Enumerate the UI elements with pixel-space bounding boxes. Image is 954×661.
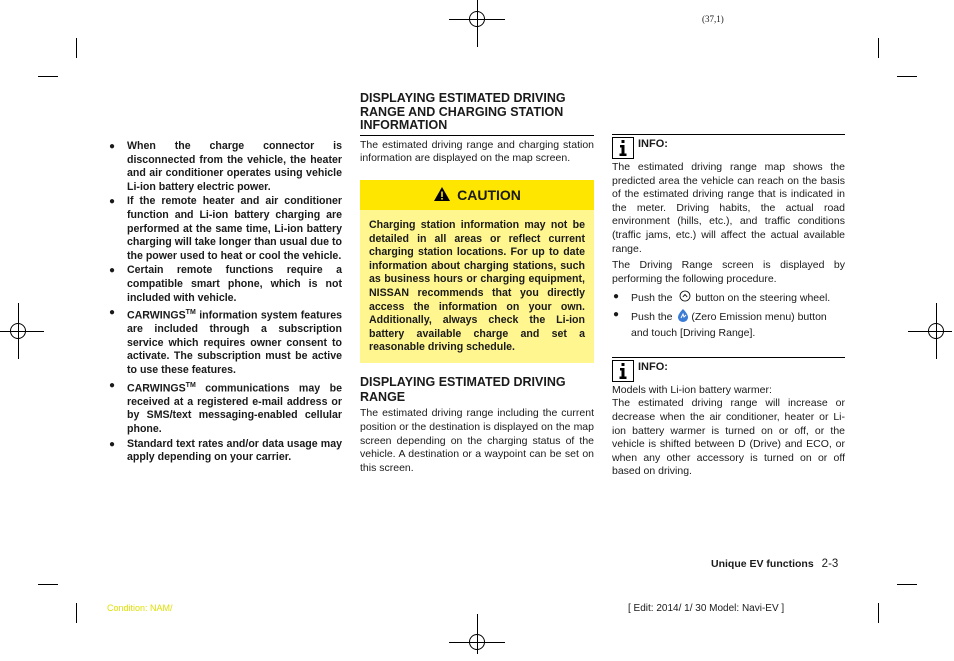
crop-mark (878, 38, 879, 58)
page-number: 2-3 (821, 558, 839, 570)
caution-box (360, 180, 594, 363)
caution-title: CAUTION (457, 187, 521, 204)
list-item: ● Push the (Zero Emission menu) button and touch [Driving Range]. (613, 308, 827, 340)
registration-mark-left (2, 315, 34, 347)
info-label: INFO: (638, 360, 668, 373)
section-name: Unique EV functions (711, 558, 814, 570)
registration-mark-right (920, 315, 952, 347)
condition-label: Condition: NAM/ (107, 603, 173, 613)
caution-text: Charging station information may not be detailed in all areas or reflect current charging station locations. For up to date information about charging stations, such as business hours or charging equipment, NISSAN recommends that you directly access the information on your own. Additionally, always check the Li-ion battery available charge and set a reasonable driving schedule. (369, 219, 585, 354)
crop-mark (38, 76, 58, 77)
subsection-heading: DISPLAYING ESTIMATED DRIVING RANGE (360, 375, 566, 404)
subsection-paragraph: The estimated driving range including the current position or the destination is displayed on the map screen depending on the charging status of the vehicle. A destination or a waypoint can be set on this screen. (360, 407, 594, 475)
info-icon (612, 360, 634, 382)
left-column (108, 140, 342, 466)
warning-triangle-icon (433, 186, 451, 205)
info-paragraph: The estimated driving range map shows the predicted area the vehicle can reach on the basis of the estimated driving range that is indicated in the meter. Driving habits, the actual road environment (hills, etc.), and traffic conditions (traffic jams, etc.) will affect the actual available range. (612, 161, 845, 255)
crop-mark (76, 603, 77, 623)
page-reference: (37,1) (702, 14, 724, 24)
registration-mark-bottom (461, 626, 493, 658)
registration-mark-top (461, 3, 493, 35)
caution-header (360, 180, 594, 210)
crop-mark (878, 603, 879, 623)
list-item: ● Push the button on the steering wheel. (612, 290, 845, 307)
section-heading: DISPLAYING ESTIMATED DRIVING RANGE AND CHARGING STATION INFORMATION (360, 91, 566, 132)
info-header (612, 134, 845, 159)
info-paragraph: The Driving Range screen is displayed by performing the following procedure. (612, 259, 845, 285)
right-column (612, 134, 845, 479)
zero-emission-icon (677, 308, 689, 327)
middle-column (360, 92, 594, 476)
list-item: ● CARWINGS™ communications may be received at a registered e-mail address or by SMS/text messaging-enabled cellular phone. (109, 379, 342, 435)
intro-paragraph: The estimated driving range and charging station information are displayed on the map screen. (360, 138, 594, 165)
list-item: ● CARWINGS™ information system features are included through a subscription service which requires owner consent to activate. The subscription must be active to use these features. (109, 307, 342, 377)
info-paragraph: Models with Li-ion battery warmer: (612, 383, 772, 396)
steering-button-icon (679, 290, 691, 307)
info-header (612, 357, 845, 382)
page-footer (711, 558, 838, 570)
list-item: ● If the remote heater and air conditioner function and Li-ion battery charging are performed at the same time, Li-ion battery charging will take longer than usual due to the power used to heat or cool the vehicle. (109, 195, 342, 262)
heading-rule (360, 135, 594, 136)
info-icon (612, 137, 634, 159)
list-item: ● Standard text rates and/or data usage may apply depending on your carrier. (109, 437, 342, 464)
info-label: INFO: (638, 138, 668, 150)
info-paragraph: The estimated driving range will increase or decrease when the air conditioner, heater or Li-ion battery warmer is turned on or off, or the vehicle is shifted between D (Drive) and ECO, or when any other accessory is turned on or off based on driving. (612, 397, 845, 478)
crop-mark (897, 76, 917, 77)
crop-mark (38, 584, 58, 585)
list-item: ● When the charge connector is disconnected from the vehicle, the heater and air conditioner operates using vehicle Li-ion battery electric power. (109, 140, 342, 193)
crop-mark (76, 38, 77, 58)
list-item: ● Certain remote functions require a compatible smart phone, which is not included with vehicle. (109, 264, 342, 304)
crop-mark (897, 584, 917, 585)
edit-info: [ Edit: 2014/ 1/ 30 Model: Navi-EV ] (628, 603, 785, 614)
